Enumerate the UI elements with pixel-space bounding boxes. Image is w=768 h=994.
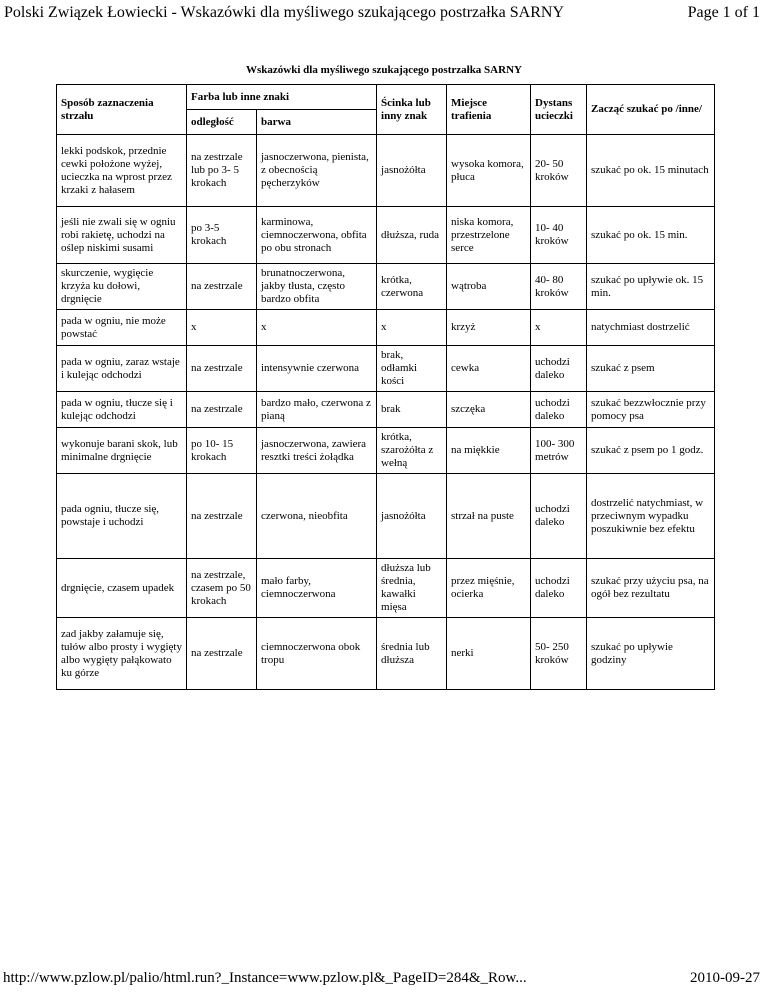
cell-color: x: [257, 310, 377, 346]
cell-start: szukać po upływie ok. 15 min.: [587, 264, 715, 310]
cell-method: lekki podskok, przednie cewki położone wyżej, ucieczka na wprost przez krzaki z hałasem: [57, 135, 187, 207]
cell-escape: 40- 80 kroków: [531, 264, 587, 310]
cell-start: natychmiast dostrzelić: [587, 310, 715, 346]
cell-method: skurczenie, wygięcie krzyża ku dołowi, drgnięcie: [57, 264, 187, 310]
cell-escape: 10- 40 kroków: [531, 207, 587, 264]
cell-hit-place: niska komora, przestrzelone serce: [447, 207, 531, 264]
header-cut: Ścinka lub inny znak: [377, 85, 447, 135]
cell-start: szukać z psem: [587, 346, 715, 392]
cell-method: drgnięcie, czasem upadek: [57, 559, 187, 618]
cell-start: szukać po ok. 15 min.: [587, 207, 715, 264]
table-row: [57, 559, 715, 618]
cell-color: karminowa, ciemnoczerwona, obfita po obu stronach: [257, 207, 377, 264]
cell-escape: uchodzi daleko: [531, 392, 587, 428]
cell-color: brunatnoczerwona, jakby tłusta, często bardzo obfita: [257, 264, 377, 310]
table-row: [57, 264, 715, 310]
cell-escape: 50- 250 kroków: [531, 618, 587, 690]
cell-cut: krótka, szarożółta z wełną: [377, 428, 447, 474]
cell-cut: x: [377, 310, 447, 346]
cell-escape: x: [531, 310, 587, 346]
cell-cut: brak: [377, 392, 447, 428]
cell-cut: jasnożółta: [377, 474, 447, 559]
cell-method: pada ogniu, tłucze się, powstaje i uchodzi: [57, 474, 187, 559]
cell-distance: x: [187, 310, 257, 346]
cell-escape: 100- 300 metrów: [531, 428, 587, 474]
cell-method: wykonuje barani skok, lub minimalne drgnięcie: [57, 428, 187, 474]
table-row: [57, 207, 715, 264]
cell-escape: uchodzi daleko: [531, 559, 587, 618]
cell-escape: uchodzi daleko: [531, 474, 587, 559]
cell-distance: na zestrzale lub po 3- 5 krokach: [187, 135, 257, 207]
cell-cut: dłuższa, ruda: [377, 207, 447, 264]
cell-start: szukać przy użyciu psa, na ogół bez rezultatu: [587, 559, 715, 618]
cell-distance: na zestrzale: [187, 618, 257, 690]
cell-cut: dłuższa lub średnia, kawałki mięsa: [377, 559, 447, 618]
cell-distance: na zestrzale: [187, 474, 257, 559]
table-row: [57, 618, 715, 690]
cell-color: jasnoczerwona, zawiera resztki treści żołądka: [257, 428, 377, 474]
header-escape: Dystans ucieczki: [531, 85, 587, 135]
cell-method: pada w ogniu, tłucze się i kulejąc odchodzi: [57, 392, 187, 428]
cell-start: dostrzelić natychmiast, w przeciwnym wypadku poszukiwnie bez efektu: [587, 474, 715, 559]
cell-distance: na zestrzale: [187, 346, 257, 392]
page-number: Page 1 of 1: [687, 4, 760, 21]
page-url: http://www.pzlow.pl/palio/html.run?_Instance=www.pzlow.pl&_PageID=284&_Row...: [3, 970, 527, 986]
cell-distance: po 10- 15 krokach: [187, 428, 257, 474]
cell-hit-place: krzyż: [447, 310, 531, 346]
cell-color: czerwona, nieobfita: [257, 474, 377, 559]
print-footer: [0, 969, 768, 991]
cell-color: intensywnie czerwona: [257, 346, 377, 392]
print-header-title: Polski Związek Łowiecki - Wskazówki dla myśliwego szukającego postrzałka SARNY: [4, 4, 565, 21]
table-row: [57, 392, 715, 428]
cell-escape: uchodzi daleko: [531, 346, 587, 392]
table-row: [57, 135, 715, 207]
header-hit-place: Miejsce trafienia: [447, 85, 531, 135]
cell-hit-place: nerki: [447, 618, 531, 690]
table-row: [57, 474, 715, 559]
cell-hit-place: na miękkie: [447, 428, 531, 474]
cell-distance: na zestrzale: [187, 392, 257, 428]
cell-hit-place: strzał na puste: [447, 474, 531, 559]
header-start: Zacząć szukać po /inne/: [587, 85, 715, 135]
print-date: 2010-09-27: [690, 970, 760, 986]
cell-hit-place: wysoka komora, płuca: [447, 135, 531, 207]
cell-start: szukać bezzwłocznie przy pomocy psa: [587, 392, 715, 428]
table-row: [57, 428, 715, 474]
cell-hit-place: przez mięśnie, ocierka: [447, 559, 531, 618]
header-color: barwa: [257, 110, 377, 135]
cell-hit-place: wątroba: [447, 264, 531, 310]
guide-table: [56, 84, 715, 690]
document-title: Wskazówki dla myśliwego szukającego postrzałka SARNY: [246, 64, 522, 76]
cell-cut: średnia lub dłuższa: [377, 618, 447, 690]
table-row: [57, 346, 715, 392]
cell-start: szukać z psem po 1 godz.: [587, 428, 715, 474]
cell-color: bardzo mało, czerwona z pianą: [257, 392, 377, 428]
cell-start: szukać po ok. 15 minutach: [587, 135, 715, 207]
header-row: [57, 85, 715, 110]
cell-cut: krótka, czerwona: [377, 264, 447, 310]
header-paint-group: Farba lub inne znaki: [187, 85, 377, 110]
cell-method: pada w ogniu, zaraz wstaje i kulejąc odchodzi: [57, 346, 187, 392]
cell-method: pada w ogniu, nie może powstać: [57, 310, 187, 346]
cell-method: zad jakby załamuje się, tułów albo prosty i wygięty albo wygięty pałąkowato ku górze: [57, 618, 187, 690]
cell-escape: 20- 50 kroków: [531, 135, 587, 207]
print-header: [0, 0, 768, 30]
cell-method: jeśli nie zwali się w ogniu robi rakietę, uchodzi na oślep niskimi susami: [57, 207, 187, 264]
cell-cut: brak, odłamki kości: [377, 346, 447, 392]
cell-hit-place: cewka: [447, 346, 531, 392]
cell-color: mało farby, ciemnoczerwona: [257, 559, 377, 618]
cell-start: szukać po upływie godziny: [587, 618, 715, 690]
header-method: Sposób zaznaczenia strzału: [57, 85, 187, 135]
header-distance: odległość: [187, 110, 257, 135]
cell-hit-place: szczęka: [447, 392, 531, 428]
cell-color: jasnoczerwona, pienista, z obecnością pęcherzyków: [257, 135, 377, 207]
cell-distance: na zestrzale, czasem po 50 krokach: [187, 559, 257, 618]
cell-distance: na zestrzale: [187, 264, 257, 310]
cell-cut: jasnożółta: [377, 135, 447, 207]
cell-distance: po 3-5 krokach: [187, 207, 257, 264]
table-row: [57, 310, 715, 346]
cell-color: ciemnoczerwona obok tropu: [257, 618, 377, 690]
